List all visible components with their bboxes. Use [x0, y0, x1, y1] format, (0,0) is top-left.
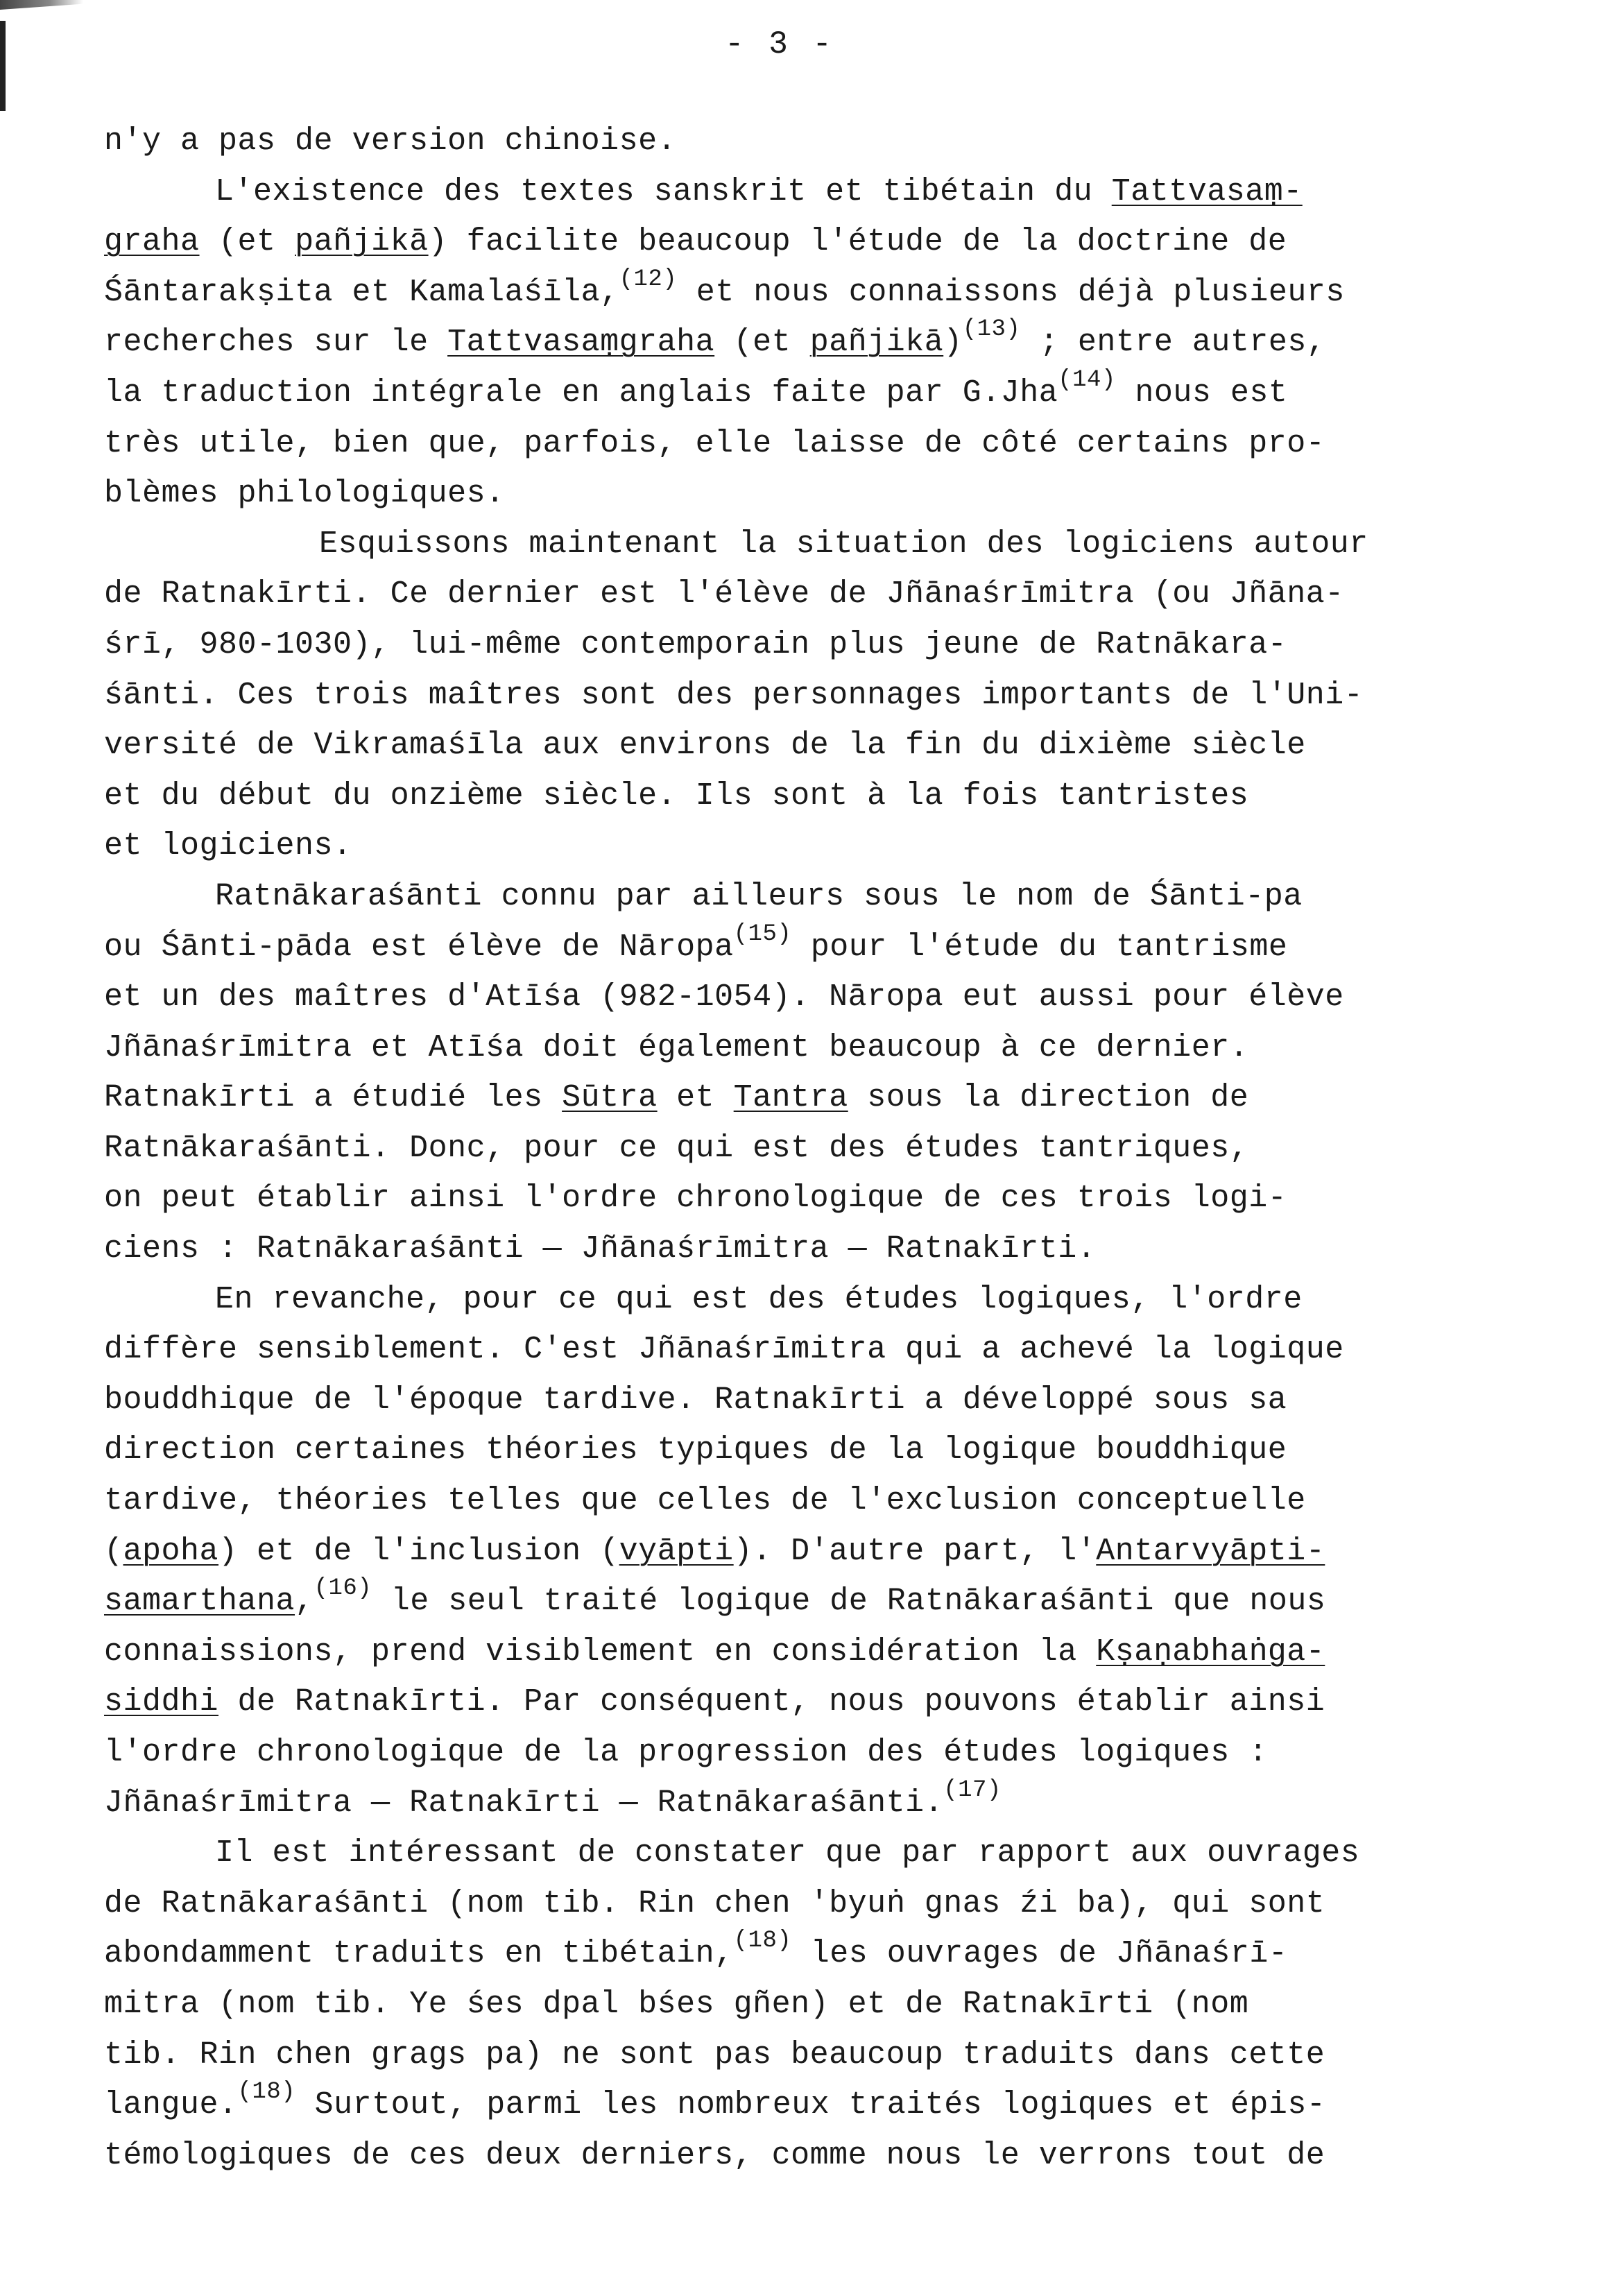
text-line: [104, 2131, 1491, 2182]
text-line: [104, 217, 1491, 268]
text-line: [104, 872, 1491, 923]
text-line: [104, 1677, 1491, 1728]
text-line: [104, 821, 1491, 872]
footnote-ref: (13): [962, 316, 1021, 343]
text-line: [104, 1376, 1491, 1426]
text-line: [104, 920, 1491, 973]
text-run: et un des maîtres d'Atīśa (982-1054). Nāropa eut aussi pour élève: [104, 979, 1344, 1016]
text-run: Ratnākaraśānti. Donc, pour ce qui est des études tantriques,: [104, 1130, 1249, 1166]
footnote-ref: (12): [619, 266, 678, 293]
text-run: Jñānaśrīmitra — Ratnakīrti — Ratnākaraśānti.: [104, 1785, 944, 1821]
text-line: [104, 569, 1491, 620]
text-run: les ouvrages de Jñānaśrī-: [791, 1936, 1288, 1972]
text-run: Esquissons maintenant la situation des logiciens autour: [319, 526, 1368, 562]
text-line: [104, 268, 1491, 318]
underlined-term: graha: [104, 224, 200, 260]
text-line: [104, 1023, 1491, 1074]
text-line: [104, 318, 1491, 368]
text-run: ciens : Ratnākaraśānti — Jñānaśrīmitra — Ratnakīrti.: [104, 1231, 1097, 1267]
text-line: [104, 1577, 1491, 1627]
text-line: [104, 1476, 1491, 1527]
text-line: [104, 1879, 1491, 1930]
text-run: (: [104, 1533, 123, 1569]
underlined-term: pañjikā: [295, 224, 429, 260]
text-run: abondamment traduits en tibétain,: [104, 1936, 734, 1972]
text-line: [104, 1828, 1491, 1879]
footnote-ref: (14): [1058, 366, 1116, 393]
text-line: [104, 1627, 1491, 1678]
text-run: bouddhique de l'époque tardive. Ratnakīrti a développé sous sa: [104, 1382, 1287, 1418]
text-run: Ratnākaraśānti connu par ailleurs sous le nom de Śānti-pa: [215, 878, 1303, 914]
text-run: le seul traité logique de Ratnākaraśānti que nous: [372, 1584, 1326, 1620]
underlined-term: apoha: [123, 1533, 219, 1569]
text-line: [104, 1728, 1491, 1779]
text-line: [104, 620, 1491, 671]
text-line: [104, 1425, 1491, 1476]
text-run: direction certaines théories typiques de la logique bouddhique: [104, 1432, 1287, 1468]
text-run: on peut établir ainsi l'ordre chronologique de ces trois logi-: [104, 1181, 1287, 1217]
text-run: ; entre autres,: [1020, 325, 1326, 361]
text-run: ) facilite beaucoup l'étude de la doctrine de: [428, 224, 1287, 260]
text-line: [104, 771, 1491, 822]
text-line: [104, 721, 1491, 771]
text-line: [104, 419, 1491, 470]
text-run: recherches sur le: [104, 325, 448, 361]
text-run: sous la direction de: [848, 1080, 1249, 1116]
footnote-ref: (15): [733, 920, 792, 948]
body-text: [104, 117, 1491, 2181]
text-run: mitra (nom tib. Ye śes dpal bśes gñen) et de Ratnakīrti (nom: [104, 1986, 1249, 2022]
underlined-term: Tattvasaṃ-: [1111, 173, 1303, 209]
text-line: [104, 1174, 1491, 1224]
text-run: et nous connaissons déjà plusieurs: [677, 274, 1345, 310]
text-run: et logiciens.: [104, 828, 352, 864]
text-line: [104, 2030, 1491, 2081]
text-run: En revanche, pour ce qui est des études logiques, l'ordre: [215, 1281, 1303, 1317]
text-line: [104, 1124, 1491, 1174]
text-run: Ratnakīrti a étudié les: [104, 1080, 563, 1116]
text-run: (et: [714, 325, 810, 361]
scan-edge-mark: [0, 0, 83, 10]
text-run: langue.: [104, 2087, 238, 2123]
scan-margin-line: [0, 21, 6, 111]
underlined-term: Antarvyāpti-: [1096, 1533, 1325, 1569]
footnote-ref: (18): [733, 1928, 792, 1955]
text-run: ): [943, 325, 963, 361]
text-line: [104, 1980, 1491, 2030]
text-line: [104, 1224, 1491, 1275]
text-run: blèmes philologiques.: [104, 476, 505, 512]
text-run: diffère sensiblement. C'est Jñānaśrīmitra qui a achevé la logique: [104, 1332, 1344, 1368]
text-line: [104, 117, 1491, 167]
text-run: śrī, 980-1030), lui-même contemporain plus jeune de Ratnākara-: [104, 626, 1287, 662]
text-run: Śāntarakṣita et Kamalaśīla,: [104, 274, 619, 310]
text-run: et: [657, 1080, 734, 1116]
underlined-term: Sūtra: [562, 1080, 658, 1116]
underlined-term: vyāpti: [619, 1533, 734, 1569]
text-line: [104, 1929, 1491, 1980]
text-run: ou Śānti-pāda est élève de Nāropa: [104, 929, 734, 965]
text-line: [104, 368, 1491, 419]
text-line: [104, 469, 1491, 520]
text-run: nous est: [1115, 375, 1288, 411]
text-line: [104, 2080, 1491, 2131]
underlined-term: siddhi: [104, 1684, 219, 1720]
text-run: et du début du onzième siècle. Ils sont à la fois tantristes: [104, 778, 1249, 814]
underlined-term: Tantra: [733, 1080, 848, 1116]
text-run: śānti. Ces trois maîtres sont des personnages importants de l'Uni-: [104, 677, 1364, 713]
text-line: [104, 973, 1491, 1023]
text-run: très utile, bien que, parfois, elle laisse de côté certains pro-: [104, 425, 1325, 461]
text-run: connaissions, prend visiblement en considération la: [104, 1634, 1097, 1670]
underlined-term: pañjikā: [809, 325, 944, 361]
text-run: versité de Vikramaśīla aux environs de la fin du dixième siècle: [104, 728, 1306, 764]
footnote-ref: (18): [237, 2079, 296, 2106]
page-number: - 3 -: [725, 26, 835, 62]
text-run: Jñānaśrīmitra et Atīśa doit également beaucoup à ce dernier.: [104, 1029, 1249, 1065]
footnote-ref: (17): [943, 1776, 1002, 1804]
text-run: Surtout, parmi les nombreux traités logiques et épis-: [295, 2087, 1326, 2123]
text-run: ) et de l'inclusion (: [218, 1533, 619, 1569]
text-run: L'existence des textes sanskrit et tibétain du: [215, 173, 1112, 209]
text-run: tib. Rin chen grags pa) ne sont pas beaucoup traduits dans cette: [104, 2037, 1325, 2073]
text-run: de Ratnakīrti. Ce dernier est l'élève de Jñānaśrīmitra (ou Jñāna-: [104, 576, 1344, 612]
text-run: de Ratnākaraśānti (nom tib. Rin chen 'byuṅ gnas źi ba), qui sont: [104, 1885, 1325, 1921]
text-run: témologiques de ces deux derniers, comme nous le verrons tout de: [104, 2137, 1325, 2173]
text-run: tardive, théories telles que celles de l'exclusion conceptuelle: [104, 1483, 1306, 1519]
underlined-term: Kṣaṇabhaṅga-: [1096, 1634, 1325, 1670]
text-run: pour l'étude du tantrisme: [791, 929, 1288, 965]
footnote-ref: (16): [314, 1575, 372, 1602]
text-line: [104, 167, 1491, 218]
text-line: [104, 671, 1491, 721]
underlined-term: samarthana: [104, 1584, 295, 1620]
text-run: ,: [295, 1584, 314, 1620]
text-run: la traduction intégrale en anglais faite par G.Jha: [104, 375, 1058, 411]
underlined-term: Tattvasaṃgraha: [447, 325, 715, 361]
text-run: Il est intéressant de constater que par rapport aux ouvrages: [215, 1835, 1360, 1871]
text-run: de Ratnakīrti. Par conséquent, nous pouvons établir ainsi: [218, 1684, 1325, 1720]
text-line: [104, 520, 1491, 570]
text-run: n'y a pas de version chinoise.: [104, 123, 677, 159]
text-run: l'ordre chronologique de la progression des études logiques :: [104, 1735, 1268, 1770]
text-line: [104, 1527, 1491, 1577]
text-run: ). D'autre part, l': [733, 1533, 1097, 1569]
text-line: [104, 1776, 1491, 1829]
text-run: (et: [199, 224, 295, 260]
text-line: [104, 1073, 1491, 1124]
text-line: [104, 1325, 1491, 1376]
text-line: [104, 1275, 1491, 1326]
